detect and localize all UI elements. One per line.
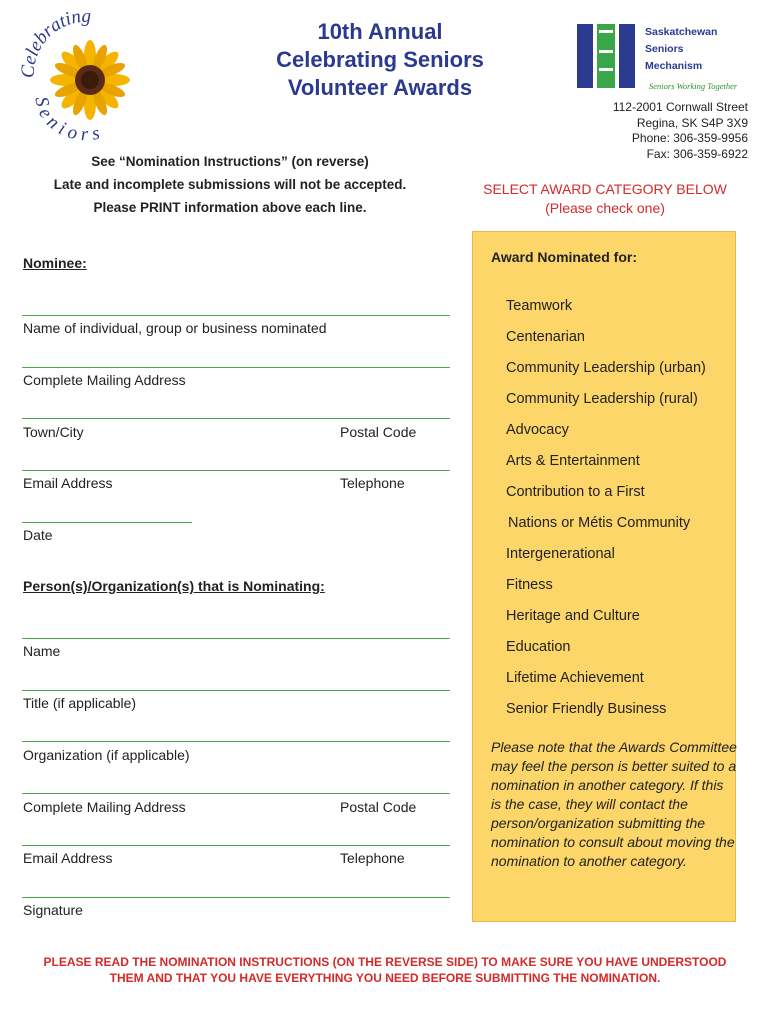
award-option-education[interactable]: Education: [506, 639, 571, 655]
footer-warning: [20, 954, 750, 986]
award-option-senior-friendly-business[interactable]: Senior Friendly Business: [506, 701, 667, 717]
sunflower-icon: [50, 40, 130, 120]
ssm-name-line-1: Saskatchewan: [645, 26, 718, 38]
award-option-advocacy[interactable]: Advocacy: [506, 422, 569, 438]
title-line-2: Celebrating Seniors: [276, 47, 484, 72]
nominator-name-field[interactable]: [22, 638, 450, 639]
nominator-email-label: Email Address: [23, 850, 113, 866]
award-box-title: Award Nominated for:: [491, 249, 637, 265]
nominator-postal-label: Postal Code: [340, 799, 417, 815]
nominator-org-field[interactable]: [22, 741, 450, 742]
award-option-intergenerational[interactable]: Intergenerational: [506, 546, 615, 562]
nominator-title-label: Title (if applicable): [23, 695, 137, 711]
award-option-first-nations-metis-line-2[interactable]: Nations or Métis Community: [508, 515, 691, 531]
nominee-heading: Nominee:: [23, 255, 87, 271]
nominator-name-label: Name: [23, 643, 61, 659]
award-option-first-nations-metis-line-1[interactable]: Contribution to a First: [506, 484, 645, 500]
instructions-line-1: See “Nomination Instructions” (on reverse): [91, 154, 369, 169]
nominator-address-label: Complete Mailing Address: [23, 799, 186, 815]
award-option-arts-entertainment[interactable]: Arts & Entertainment: [506, 453, 640, 469]
instructions: [20, 150, 440, 219]
ssm-name-line-3: Mechanism: [645, 60, 703, 72]
address-phone: Phone: 306-359-9956: [631, 131, 748, 145]
signature-field[interactable]: [22, 897, 450, 898]
address-street: 112-2001 Cornwall Street: [612, 100, 748, 114]
select-category-line-1: SELECT AWARD CATEGORY BELOW: [483, 181, 727, 197]
logo-text-top: Celebrating: [18, 10, 92, 79]
footer-line-2: THEM AND THAT YOU HAVE EVERYTHING YOU NEED BEFORE SUBMITTING THE NOMINATION.: [109, 971, 661, 985]
nominator-heading: Person(s)/Organization(s) that is Nominating:: [23, 578, 325, 594]
award-option-centenarian[interactable]: Centenarian: [506, 329, 585, 345]
ssm-logo: [575, 22, 755, 94]
ssm-mark-icon: [575, 22, 641, 90]
award-option-teamwork[interactable]: Teamwork: [506, 298, 573, 314]
nominator-org-label: Organization (if applicable): [23, 747, 190, 763]
nominator-phone-label: Telephone: [340, 850, 405, 866]
instructions-line-2: Late and incomplete submissions will not be accepted.: [53, 177, 407, 192]
nominator-email-phone-field[interactable]: [22, 845, 450, 846]
nominee-town-postal-field[interactable]: [22, 418, 450, 419]
nominee-email-phone-field[interactable]: [22, 470, 450, 471]
address-city: Regina, SK S4P 3X9: [636, 115, 748, 130]
nominator-title-field[interactable]: [22, 690, 450, 691]
title-line-3: Volunteer Awards: [287, 75, 473, 100]
signature-label: Signature: [23, 902, 83, 918]
logo-text-bottom: Seniors: [30, 94, 107, 145]
award-option-community-leadership-urban[interactable]: Community Leadership (urban): [506, 360, 706, 376]
page-title: [230, 18, 530, 102]
nominee-postal-label: Postal Code: [340, 424, 417, 440]
ssm-name: [645, 24, 717, 75]
org-address: [613, 100, 748, 162]
select-category-heading: [460, 180, 750, 218]
nominee-date-label: Date: [23, 527, 53, 543]
nominator-address-postal-field[interactable]: [22, 793, 450, 794]
award-option-heritage-culture[interactable]: Heritage and Culture: [506, 608, 640, 624]
instructions-line-3: Please PRINT information above each line.: [93, 200, 367, 215]
award-note: Please note that the Awards Committee may feel the person is better suited to a nomination in another category. If this is the case, they will contact the person/organization submitting the nomination to consult about moving the nomination to another category.: [491, 739, 737, 869]
select-category-line-2: (Please check one): [545, 200, 665, 216]
award-category-box: [472, 231, 736, 922]
ssm-tagline: Seniors Working Together: [649, 81, 738, 91]
nominee-name-label: Name of individual, group or business nominated: [23, 320, 327, 336]
title-line-1: 10th Annual: [317, 19, 443, 44]
nominee-address-field[interactable]: [22, 367, 450, 368]
ssm-name-line-2: Seniors: [645, 43, 684, 55]
award-option-fitness[interactable]: Fitness: [506, 577, 553, 593]
nominee-address-label: Complete Mailing Address: [23, 372, 186, 388]
celebrating-seniors-logo: [18, 10, 158, 145]
nominee-date-field[interactable]: [22, 522, 192, 523]
award-option-community-leadership-rural[interactable]: Community Leadership (rural): [506, 391, 698, 407]
footer-line-1: PLEASE READ THE NOMINATION INSTRUCTIONS (ON THE REVERSE SIDE) TO MAKE SURE YOU HAVE UNDERSTOOD: [43, 955, 727, 969]
nominee-email-label: Email Address: [23, 475, 113, 491]
nominee-name-field[interactable]: [22, 315, 450, 316]
nominee-town-label: Town/City: [23, 424, 84, 440]
address-fax: Fax: 306-359-6922: [646, 146, 748, 161]
award-option-lifetime-achievement[interactable]: Lifetime Achievement: [506, 670, 644, 686]
nominee-phone-label: Telephone: [340, 475, 405, 491]
